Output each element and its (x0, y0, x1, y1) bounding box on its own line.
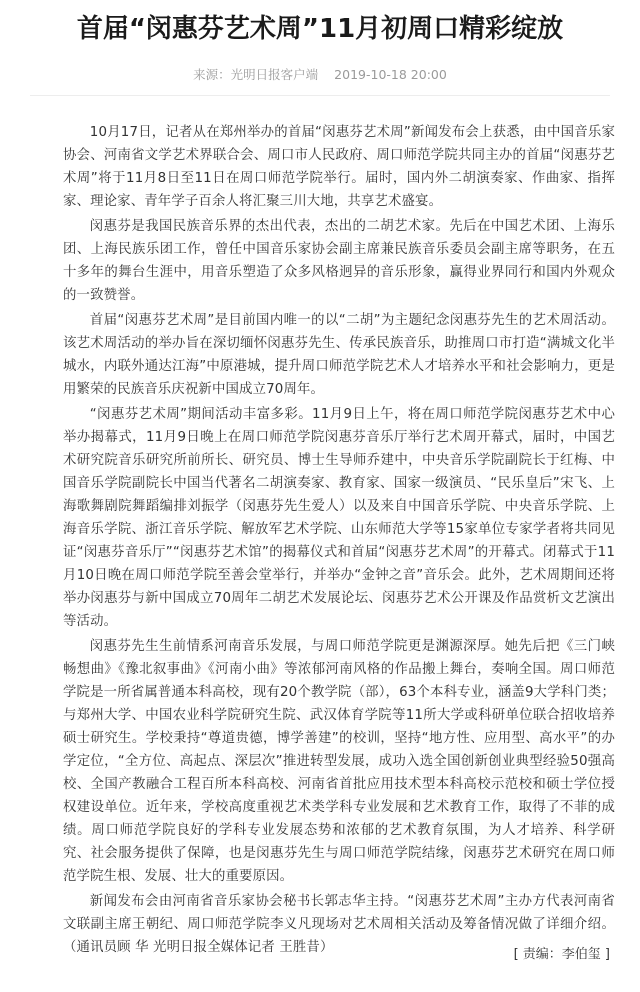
paragraph: 首届“闵惠芬艺术周”是目前国内唯一的以“二胡”为主题纪念闵惠芬先生的艺术周活动。该艺术周活动的举办旨在深切缅怀闵惠芬先生、传承民族音乐，助推周口市打造“满城文化半城水，内联外通达江海”中原港城，提升周口师范学院艺术人才培养水平和社会影响力，更是用繁荣的民族音乐庆祝新中国成立70周年。 (63, 313, 615, 397)
article-meta (0, 65, 640, 85)
paragraph: 新闻发布会由河南省音乐家协会秘书长郭志华主持。“闵惠芬艺术周”主办方代表河南省文联副主席王朝纪、周口师范学院李义凡现场对艺术周相关活动及筹备情况做了详细介绍。（通讯员顾 华 光明日报全媒体记者 王胜昔） (63, 894, 615, 955)
paragraph: 10月17日，记者从在郑州举办的首届“闵惠芬艺术周”新闻发布会上获悉，由中国音乐家协会、河南省文学艺术界联合会、周口市人民政府、周口师范学院共同主办的首届“闵惠芬艺术周”将于11月8日至11日在周口师范学院举行。届时，国内外二胡演奏家、作曲家、指挥家、理论家、青年学子百余人将汇聚三川大地，共享艺术盛宴。 (63, 125, 615, 209)
title-divider (30, 95, 610, 96)
paragraph: 闵惠芬是我国民族音乐界的杰出代表，杰出的二胡艺术家。先后在中国艺术团、上海乐团、上海民族乐团工作，曾任中国音乐家协会副主席兼民族音乐委员会副主席等职务，在五十多年的舞台生涯中，用音乐塑造了众多风格迥异的音乐形象，赢得业界同行和国内外观众的一致赞誉。 (63, 219, 615, 303)
article-datetime: 2019-10-18 20:00 (334, 67, 447, 82)
article-title: 首届“闵惠芬艺术周”11月初周口精彩绽放 (76, 14, 564, 44)
article-body (63, 121, 615, 961)
paragraph: “闵惠芬艺术周”期间活动丰富多彩。11月9日上午，将在周口师范学院闵惠芬艺术中心举办揭幕式，11月9日晚上在周口师范学院闵惠芬音乐厅举行艺术周开幕式，届时，中国艺术研究院音乐研究所前所长、研究员、博士生导师乔建中，中央音乐学院副院长于红梅、中国音乐学院副院长中国当代著名二胡演奏家、教育家、国家一级演员、“民乐皇后”宋飞、上海歌舞剧院舞蹈编排刘振学（闵惠芬先生爱人）以及来自中国音乐学院、中央音乐学院、上海音乐学院、浙江音乐学院、解放军艺术学院、山东师范大学等15家单位专家学者将共同见证“闵惠芬音乐厅”“闵惠芬艺术馆”的揭幕仪式和首届“闵惠芬艺术周”的开幕式。闭幕式于11月10日晚在周口师范学院至善会堂举行，并举办“金钟之音”音乐会。此外，艺术周期间还将举办闵惠芬与新中国成立70周年二胡艺术发展论坛、闵惠芬艺术公开课及作品赏析文艺演出等活动。 (63, 407, 615, 629)
article-source: 来源：光明日报客户端 (193, 67, 319, 82)
editor-credit: [ 责编：李伯玺 ] (513, 947, 610, 962)
paragraph: 闵惠芬先生生前情系河南音乐发展，与周口师范学院更是渊源深厚。她先后把《三门峡畅想曲》《豫北叙事曲》《河南小曲》等浓郁河南风格的作品搬上舞台，奏响全国。周口师范学院是一所省属普通本科高校，现有20个教学院（部），63个本科专业，涵盖9大学科门类；与郑州大学、中国农业科学院研究生院、武汉体育学院等11所大学或科研单位联合招收培养硕士研究生。学校秉持“尊道贵德，博学善建”的校训，坚持“地方性、应用型、高水平”的办学定位，“全方位、高起点、深层次”推进转型发展，成功入选全国创新创业典型经验50强高校、全国产教融合工程百所本科高校、河南省首批应用技术型本科高校示范校和硕士学位授权建设单位。近年来，学校高度重视艺术类学科专业发展和艺术教育工作，取得了不菲的成绩。周口师范学院良好的学科专业发展态势和浓郁的艺术教育氛围，为人才培养、科学研究、社会服务提供了保障，也是闵惠芬先生与周口师范学院结缘，闵惠芬艺术研究在周口师范学院生根、发展、壮大的重要原因。 (63, 639, 615, 884)
